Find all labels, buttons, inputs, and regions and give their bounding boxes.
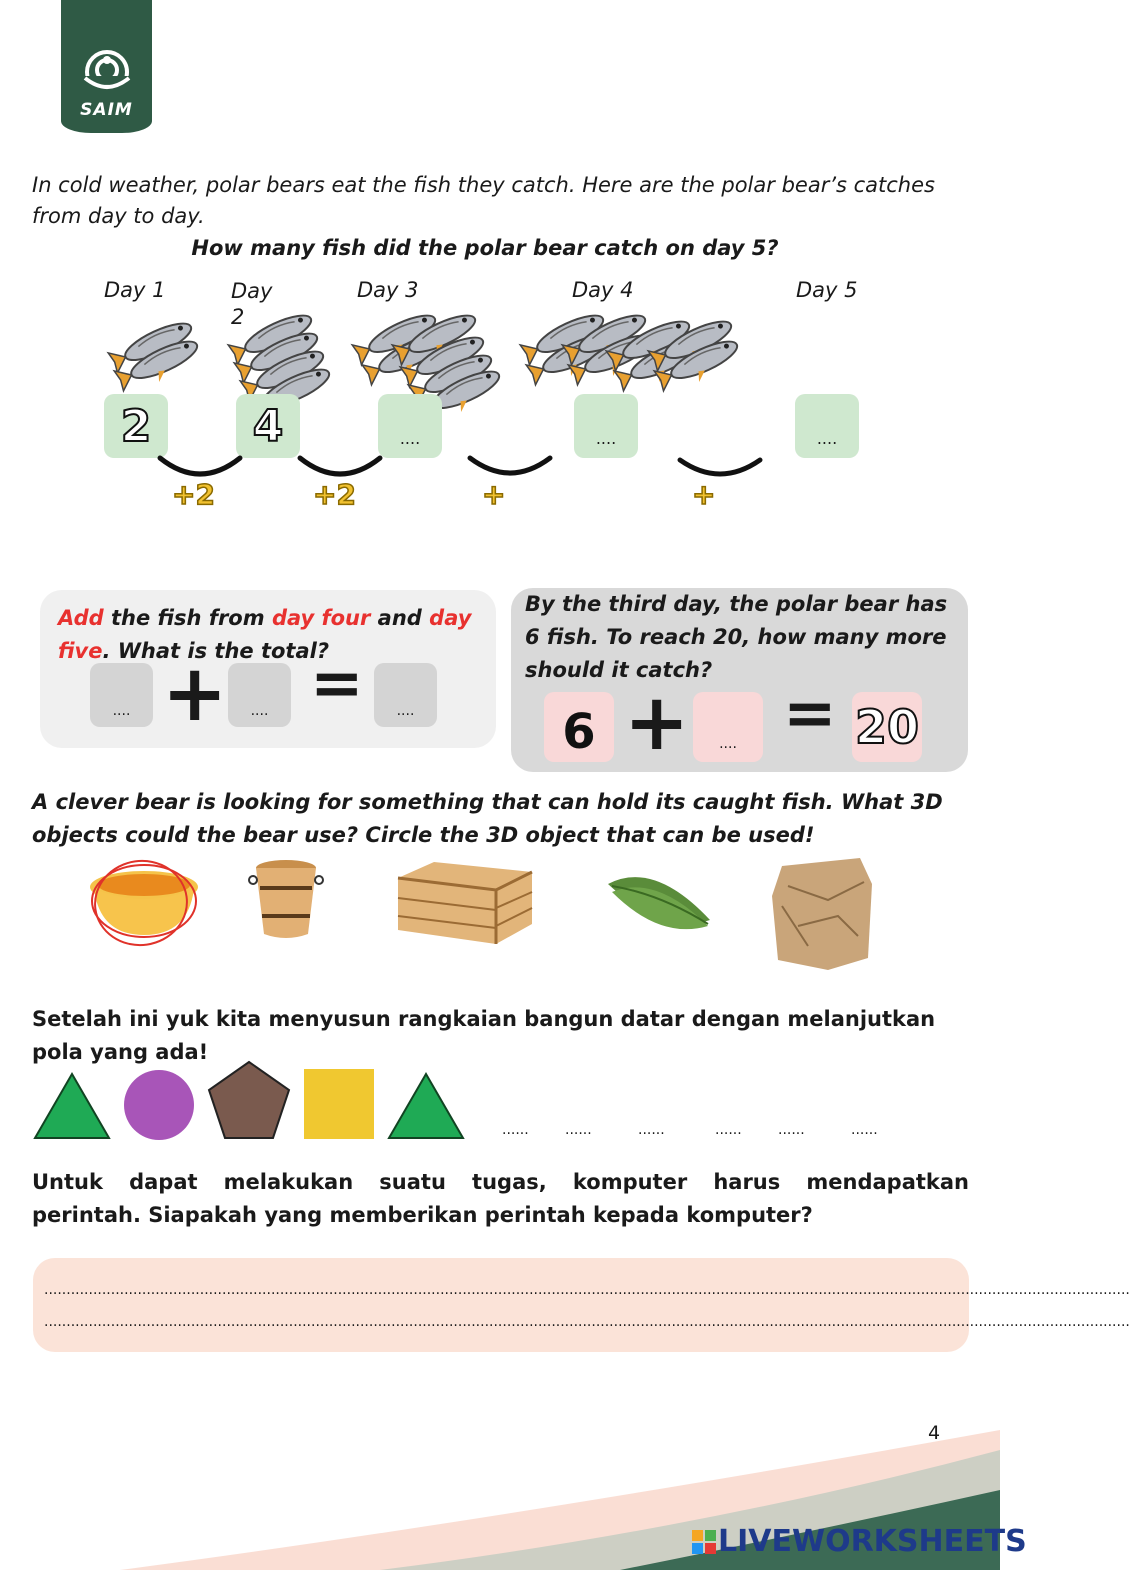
question-day5: How many fish did the polar bear catch on day 5? (191, 236, 779, 260)
target-value: 20 (852, 692, 922, 762)
answer-line[interactable]: .................................................................................................................................................................................................................................................... (44, 1314, 1130, 1330)
start-value: 6 (544, 692, 614, 762)
increment-label: +2 (313, 478, 356, 511)
day3-input[interactable]: .... (378, 394, 442, 458)
bowl-icon[interactable] (86, 855, 204, 951)
day5-input[interactable]: .... (795, 394, 859, 458)
pentagon-icon (207, 1060, 291, 1140)
day-label: Day 2 (231, 279, 273, 329)
school-logo (61, 0, 152, 133)
liveworksheets-logo-icon (692, 1530, 716, 1554)
page-number: 4 (928, 1422, 941, 1444)
increment-input[interactable]: + (482, 478, 506, 511)
square-icon (303, 1068, 375, 1140)
sum-input[interactable]: .... (374, 663, 437, 727)
pattern-blank[interactable]: ...... (715, 1122, 742, 1138)
pattern-blank[interactable]: ...... (565, 1122, 592, 1138)
pattern-blank[interactable]: ...... (502, 1122, 529, 1138)
logo-text: SAIM (80, 100, 133, 120)
triangle-icon (386, 1070, 466, 1140)
pattern-blank[interactable]: ...... (638, 1122, 665, 1138)
day-label: Day 1 (104, 278, 166, 302)
day4-total-input[interactable]: .... (90, 663, 153, 727)
arc-icon (300, 458, 380, 474)
equals-sign: = (783, 677, 837, 751)
fish-illustration (100, 306, 720, 400)
question-computer-cont: perintah. Siapakah yang memberikan perintah kepada komputer? (32, 1203, 813, 1227)
day-label: Day 4 (572, 278, 634, 302)
circle-icon (122, 1068, 196, 1142)
logo-emblem-icon (79, 48, 135, 100)
reach-task-text: By the third day, the polar bear has 6 fish. To reach 20, how many more should it catch? (525, 592, 948, 682)
needed-fish-input[interactable]: .... (693, 692, 763, 762)
plus-sign: + (162, 649, 228, 739)
bucket-icon[interactable] (248, 858, 324, 940)
day1-value: 2 (104, 394, 168, 458)
increment-input[interactable]: + (692, 478, 716, 511)
plus-sign: + (624, 678, 690, 768)
arc-icon (680, 460, 760, 474)
triangle-icon (32, 1070, 112, 1140)
day2-value: 4 (236, 394, 300, 458)
paper-bag-icon[interactable] (768, 856, 878, 974)
leaves-icon[interactable] (604, 864, 716, 940)
answer-area (33, 1258, 1130, 1352)
watermark: LIVEWORKSHEETS (718, 1524, 1027, 1559)
question-pattern: Setelah ini yuk kita menyusun rangkaian bangun datar dengan melanjutkan pola yang ada! (32, 1007, 936, 1064)
answer-line[interactable]: .................................................................................................................................................................................................................................................... (44, 1282, 1130, 1298)
day5-total-input[interactable]: .... (228, 663, 291, 727)
day-label: Day 3 (357, 278, 419, 302)
question-3d-objects: A clever bear is looking for something that can hold its caught fish. What 3D objects could the bear use? Circle the 3D object that can be used! (32, 790, 943, 847)
increment-label: +2 (172, 478, 215, 511)
pattern-blank[interactable]: ...... (851, 1122, 878, 1138)
add-task-text: Add the fish from day four and day five. What is the total? (58, 606, 472, 663)
question-computer: Untuk dapat melakukan suatu tugas, komputer harus mendapatkan (32, 1170, 969, 1194)
day-label: Day 5 (796, 278, 858, 302)
arc-icon (470, 458, 550, 473)
intro-text: In cold weather, polar bears eat the fish they catch. Here are the polar bear’s catches from day to day. (32, 173, 935, 228)
equals-sign: = (310, 647, 364, 721)
pattern-blank[interactable]: ...... (778, 1122, 805, 1138)
increment-arcs (150, 450, 770, 490)
day4-input[interactable]: .... (574, 394, 638, 458)
crate-icon[interactable] (394, 858, 536, 946)
arc-icon (160, 458, 240, 474)
